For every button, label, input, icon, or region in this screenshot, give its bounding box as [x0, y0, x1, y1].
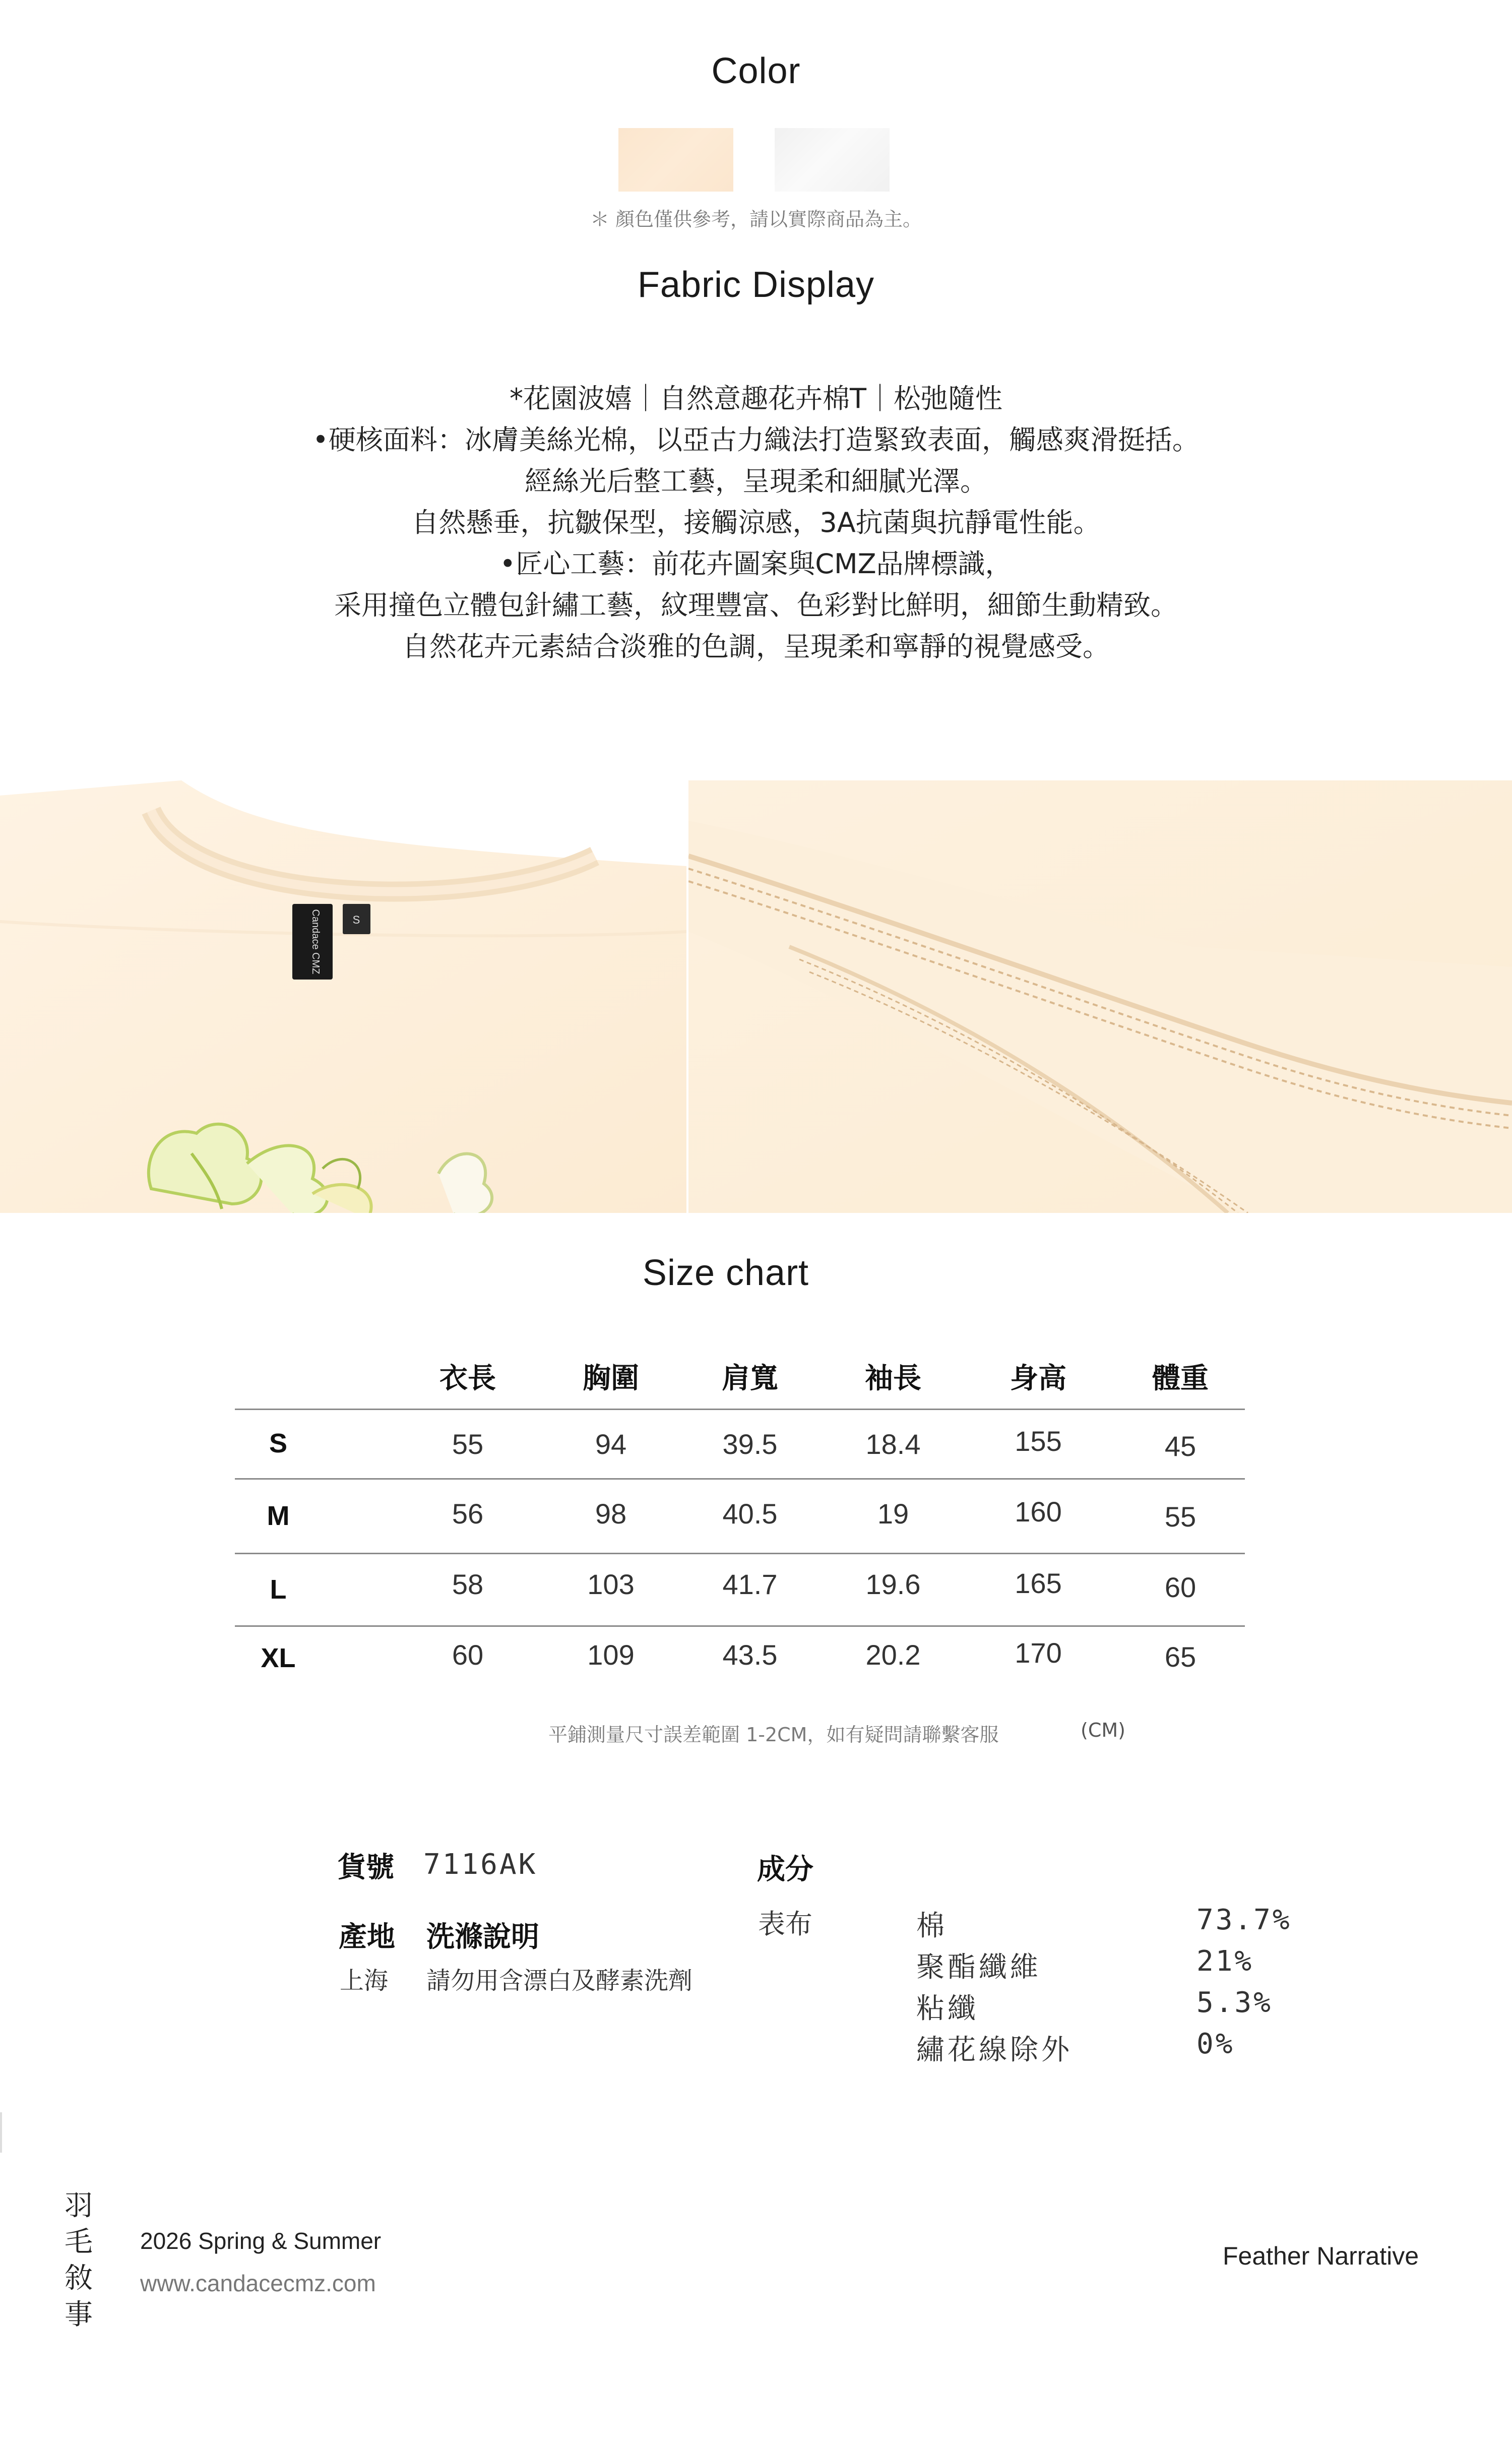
cell: 109 [587, 1639, 635, 1671]
table-divider [235, 1553, 1245, 1554]
composition-value: 21% [1196, 1945, 1254, 1978]
header-sleeve: 袖長 [865, 1362, 921, 1395]
cell: 58 [452, 1568, 484, 1600]
cell: 39.5 [722, 1428, 778, 1460]
composition-name: 粘纖 [916, 1992, 979, 2025]
color-note: ＊ 顏色僅供參考，請以實際商品為主。 [590, 208, 922, 230]
composition-value: 5.3% [1196, 1986, 1273, 2019]
wash-instructions: 請勿用含漂白及酵素洗劑 [426, 1967, 693, 1995]
fabric-desc-line-6: 采用撞色立體包針繡工藝，紋理豐富、色彩對比鮮明，細節生動精致。 [334, 589, 1178, 621]
cell: 40.5 [722, 1498, 778, 1530]
size-label: M [267, 1501, 290, 1531]
vertical-title-char: 敘 [65, 2262, 93, 2295]
origin-label: 產地 [339, 1921, 395, 1954]
cell: 41.7 [722, 1568, 778, 1600]
fabric-desc-line-4: 自然懸垂，抗皺保型，接觸涼感，3A抗菌與抗靜電性能。 [411, 507, 1101, 538]
fabric-desc-line-1: *花園波嬉｜自然意趣花卉棉T｜松弛隨性 [510, 383, 1002, 414]
cell: 103 [587, 1568, 635, 1600]
cell: 94 [595, 1428, 627, 1460]
table-divider [235, 1478, 1245, 1480]
table-divider [235, 1625, 1245, 1627]
fabric-desc-line-7: 自然花卉元素結合淡雅的色調，呈現柔和寧靜的視覺感受。 [402, 631, 1110, 662]
cell: 65 [1164, 1641, 1196, 1673]
color-swatch-white[interactable] [775, 128, 890, 192]
cell: 60 [1164, 1571, 1196, 1603]
size-note: 平鋪測量尺寸誤差範圍 1-2CM，如有疑問請聯繫客服 [548, 1724, 999, 1746]
cell: 43.5 [722, 1639, 778, 1671]
garment-size-label: S [352, 913, 360, 926]
header-weight: 體重 [1152, 1362, 1209, 1395]
footer-season: 2026 Spring & Summer [140, 2228, 382, 2254]
size-label: L [270, 1574, 287, 1605]
color-title: Color [711, 51, 801, 91]
table-divider [235, 1409, 1245, 1410]
header-chest: 胸圍 [583, 1362, 639, 1395]
cell: 98 [595, 1498, 627, 1530]
composition-name: 繡花線除外 [916, 2034, 1073, 2066]
header-height: 身高 [1010, 1362, 1066, 1395]
fabric-desc-line-2: •硬核面料：冰膚美絲光棉，以亞古力織法打造緊致表面，觸感爽滑挺括。 [312, 424, 1200, 456]
cell: 170 [1015, 1637, 1062, 1669]
vertical-title-char: 毛 [65, 2226, 93, 2259]
item-number: 7116AK [423, 1848, 538, 1881]
size-label: S [269, 1428, 288, 1458]
composition-name: 棉 [916, 1910, 948, 1942]
cell: 20.2 [865, 1639, 921, 1671]
cell: 55 [1164, 1501, 1196, 1533]
cell: 19.6 [865, 1568, 921, 1600]
color-swatch-apricot[interactable] [618, 128, 733, 192]
size-label: XL [261, 1643, 296, 1673]
wash-label: 洗滌說明 [426, 1921, 539, 1954]
vertical-title-char: 事 [65, 2298, 93, 2331]
vertical-title-char: 羽 [65, 2189, 93, 2222]
composition-value: 0% [1196, 2028, 1235, 2060]
cell: 155 [1015, 1425, 1062, 1457]
cell: 56 [452, 1498, 484, 1530]
cell: 165 [1015, 1567, 1062, 1599]
fabric-desc-line-5: •匠心工藝：前花卉圖案與CMZ品牌標識， [499, 548, 1013, 580]
fabric-desc-line-3: 經絲光后整工藝，呈現柔和細膩光澤。 [525, 465, 987, 497]
cell: 60 [452, 1639, 484, 1671]
origin-value: 上海 [340, 1967, 389, 1995]
item-number-label: 貨號 [338, 1851, 394, 1884]
size-unit: (CM) [1081, 1719, 1125, 1741]
footer-edge-mark [0, 2112, 2, 2153]
vertical-title [64, 2188, 94, 2333]
cell: 55 [452, 1428, 484, 1460]
cell: 160 [1015, 1496, 1062, 1528]
header-shoulder: 肩寬 [722, 1362, 778, 1395]
cell: 18.4 [865, 1428, 921, 1460]
cell: 19 [877, 1498, 909, 1530]
fabric-photo-hem [688, 780, 1512, 1213]
fabric-photo-neckline [0, 780, 686, 1213]
header-length: 衣長 [439, 1362, 496, 1395]
cell: 45 [1164, 1430, 1196, 1462]
fabric-title: Fabric Display [637, 265, 875, 305]
garment-label-text: Candace CMZ [310, 909, 321, 974]
fabric-label: 表布 [758, 1908, 812, 1940]
composition-label: 成分 [757, 1853, 813, 1886]
footer-collection-name: Feather Narrative [1223, 2242, 1419, 2270]
footer-website-link[interactable]: www.candacecmz.com [140, 2270, 376, 2296]
composition-name: 聚酯纖維 [916, 1951, 1041, 1984]
composition-value: 73.7% [1196, 1904, 1292, 1936]
size-chart-title: Size chart [642, 1253, 809, 1293]
